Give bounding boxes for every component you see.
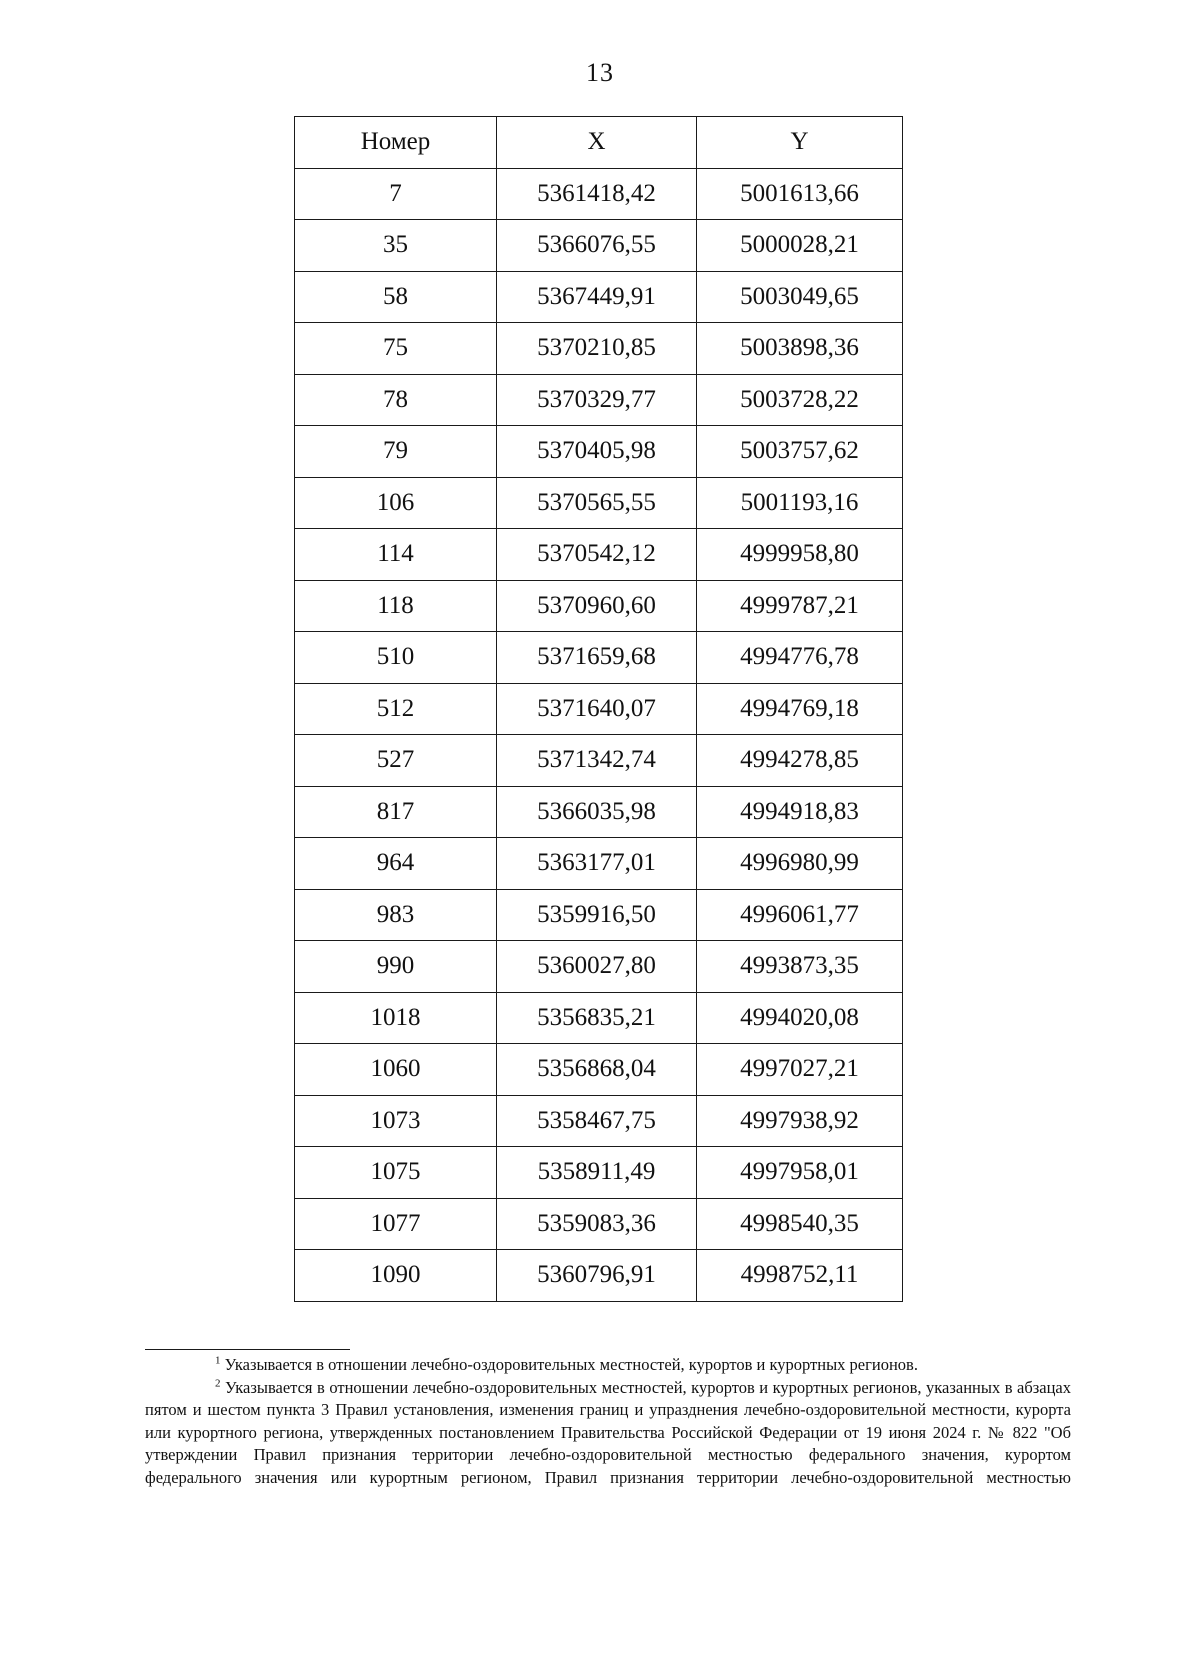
point-number-cell: 817 <box>295 786 497 838</box>
table-row <box>295 941 903 993</box>
header-x: X <box>497 117 697 169</box>
table-row <box>295 786 903 838</box>
y-coordinate-cell: 5000028,21 <box>697 220 903 272</box>
x-coordinate-cell: 5370405,98 <box>497 426 697 478</box>
footnote-marker: 1 <box>215 1354 221 1367</box>
table-row <box>295 1044 903 1096</box>
table-row <box>295 426 903 478</box>
point-number-cell: 983 <box>295 889 497 941</box>
table-row <box>295 1095 903 1147</box>
y-coordinate-cell: 4994278,85 <box>697 735 903 787</box>
x-coordinate-cell: 5361418,42 <box>497 168 697 220</box>
point-number-cell: 1018 <box>295 992 497 1044</box>
x-coordinate-cell: 5366076,55 <box>497 220 697 272</box>
point-number-cell: 990 <box>295 941 497 993</box>
table-row <box>295 374 903 426</box>
x-coordinate-cell: 5356868,04 <box>497 1044 697 1096</box>
y-coordinate-cell: 5001613,66 <box>697 168 903 220</box>
footnote-1 <box>145 1354 1071 1377</box>
y-coordinate-cell: 5003049,65 <box>697 271 903 323</box>
y-coordinate-cell: 5003898,36 <box>697 323 903 375</box>
y-coordinate-cell: 5003757,62 <box>697 426 903 478</box>
x-coordinate-cell: 5356835,21 <box>497 992 697 1044</box>
footnote-marker: 2 <box>215 1377 221 1389</box>
y-coordinate-cell: 4994020,08 <box>697 992 903 1044</box>
table-row <box>295 168 903 220</box>
y-coordinate-cell: 4996980,99 <box>697 838 903 890</box>
y-coordinate-cell: 4994769,18 <box>697 683 903 735</box>
y-coordinate-cell: 5001193,16 <box>697 477 903 529</box>
point-number-cell: 527 <box>295 735 497 787</box>
table-row <box>295 529 903 581</box>
point-number-cell: 1060 <box>295 1044 497 1096</box>
point-number-cell: 510 <box>295 632 497 684</box>
page-number: 13 <box>586 58 614 87</box>
table-header-row <box>295 117 903 169</box>
footnotes <box>145 1354 1071 1489</box>
x-coordinate-cell: 5371640,07 <box>497 683 697 735</box>
table-row <box>295 1147 903 1199</box>
table-row <box>295 580 903 632</box>
table-row <box>295 838 903 890</box>
point-number-cell: 114 <box>295 529 497 581</box>
table-body <box>295 168 903 1301</box>
point-number-cell: 7 <box>295 168 497 220</box>
table-row <box>295 735 903 787</box>
table-row <box>295 992 903 1044</box>
y-coordinate-cell: 4994918,83 <box>697 786 903 838</box>
table-row <box>295 220 903 272</box>
x-coordinate-cell: 5370565,55 <box>497 477 697 529</box>
x-coordinate-cell: 5358467,75 <box>497 1095 697 1147</box>
x-coordinate-cell: 5367449,91 <box>497 271 697 323</box>
point-number-cell: 1075 <box>295 1147 497 1199</box>
x-coordinate-cell: 5360027,80 <box>497 941 697 993</box>
x-coordinate-cell: 5358911,49 <box>497 1147 697 1199</box>
point-number-cell: 1090 <box>295 1250 497 1302</box>
point-number-cell: 1077 <box>295 1198 497 1250</box>
header-y: Y <box>697 117 903 169</box>
header-number: Номер <box>295 117 497 169</box>
x-coordinate-cell: 5360796,91 <box>497 1250 697 1302</box>
table-row <box>295 889 903 941</box>
table-row <box>295 632 903 684</box>
y-coordinate-cell: 4997027,21 <box>697 1044 903 1096</box>
footnote-text: Указывается в отношении лечебно-оздоровительных местностей, курортов и курортных регионов, указанных в абзацах пятом и шестом пункта 3 Правил установления, изменения границ и упразднения лечебно-оздоровительной местности, курорта или курортного региона, утвержденных постановлением Правительства Российской Федерации от 19 июня 2024 г. № 822 "Об утверждении Правил признания территории лечебно-оздоровительной местностью федерального значения, курортом федерального значения или курортным регионом, Правил признания территории лечебно-оздоровительной местностью <box>145 1377 1072 1487</box>
x-coordinate-cell: 5370542,12 <box>497 529 697 581</box>
y-coordinate-cell: 4997958,01 <box>697 1147 903 1199</box>
coordinates-table <box>294 116 903 1302</box>
y-coordinate-cell: 4996061,77 <box>697 889 903 941</box>
footnote-divider <box>145 1349 350 1350</box>
x-coordinate-cell: 5359083,36 <box>497 1198 697 1250</box>
footnote-text: Указывается в отношении лечебно-оздоровительных местностей, курортов и курортных регионов. <box>224 1355 918 1374</box>
y-coordinate-cell: 4998752,11 <box>697 1250 903 1302</box>
x-coordinate-cell: 5371342,74 <box>497 735 697 787</box>
y-coordinate-cell: 4999958,80 <box>697 529 903 581</box>
point-number-cell: 1073 <box>295 1095 497 1147</box>
point-number-cell: 964 <box>295 838 497 890</box>
y-coordinate-cell: 4993873,35 <box>697 941 903 993</box>
point-number-cell: 35 <box>295 220 497 272</box>
point-number-cell: 78 <box>295 374 497 426</box>
y-coordinate-cell: 4997938,92 <box>697 1095 903 1147</box>
point-number-cell: 512 <box>295 683 497 735</box>
table-row <box>295 683 903 735</box>
point-number-cell: 79 <box>295 426 497 478</box>
table-row <box>295 477 903 529</box>
x-coordinate-cell: 5363177,01 <box>497 838 697 890</box>
x-coordinate-cell: 5359916,50 <box>497 889 697 941</box>
point-number-cell: 106 <box>295 477 497 529</box>
x-coordinate-cell: 5370329,77 <box>497 374 697 426</box>
x-coordinate-cell: 5370210,85 <box>497 323 697 375</box>
y-coordinate-cell: 4998540,35 <box>697 1198 903 1250</box>
y-coordinate-cell: 4999787,21 <box>697 580 903 632</box>
y-coordinate-cell: 5003728,22 <box>697 374 903 426</box>
table-row <box>295 271 903 323</box>
table-row <box>295 1250 903 1302</box>
table-row <box>295 1198 903 1250</box>
point-number-cell: 118 <box>295 580 497 632</box>
table-row <box>295 323 903 375</box>
footnote-2 <box>145 1377 1071 1490</box>
point-number-cell: 58 <box>295 271 497 323</box>
x-coordinate-cell: 5371659,68 <box>497 632 697 684</box>
point-number-cell: 75 <box>295 323 497 375</box>
x-coordinate-cell: 5370960,60 <box>497 580 697 632</box>
y-coordinate-cell: 4994776,78 <box>697 632 903 684</box>
x-coordinate-cell: 5366035,98 <box>497 786 697 838</box>
